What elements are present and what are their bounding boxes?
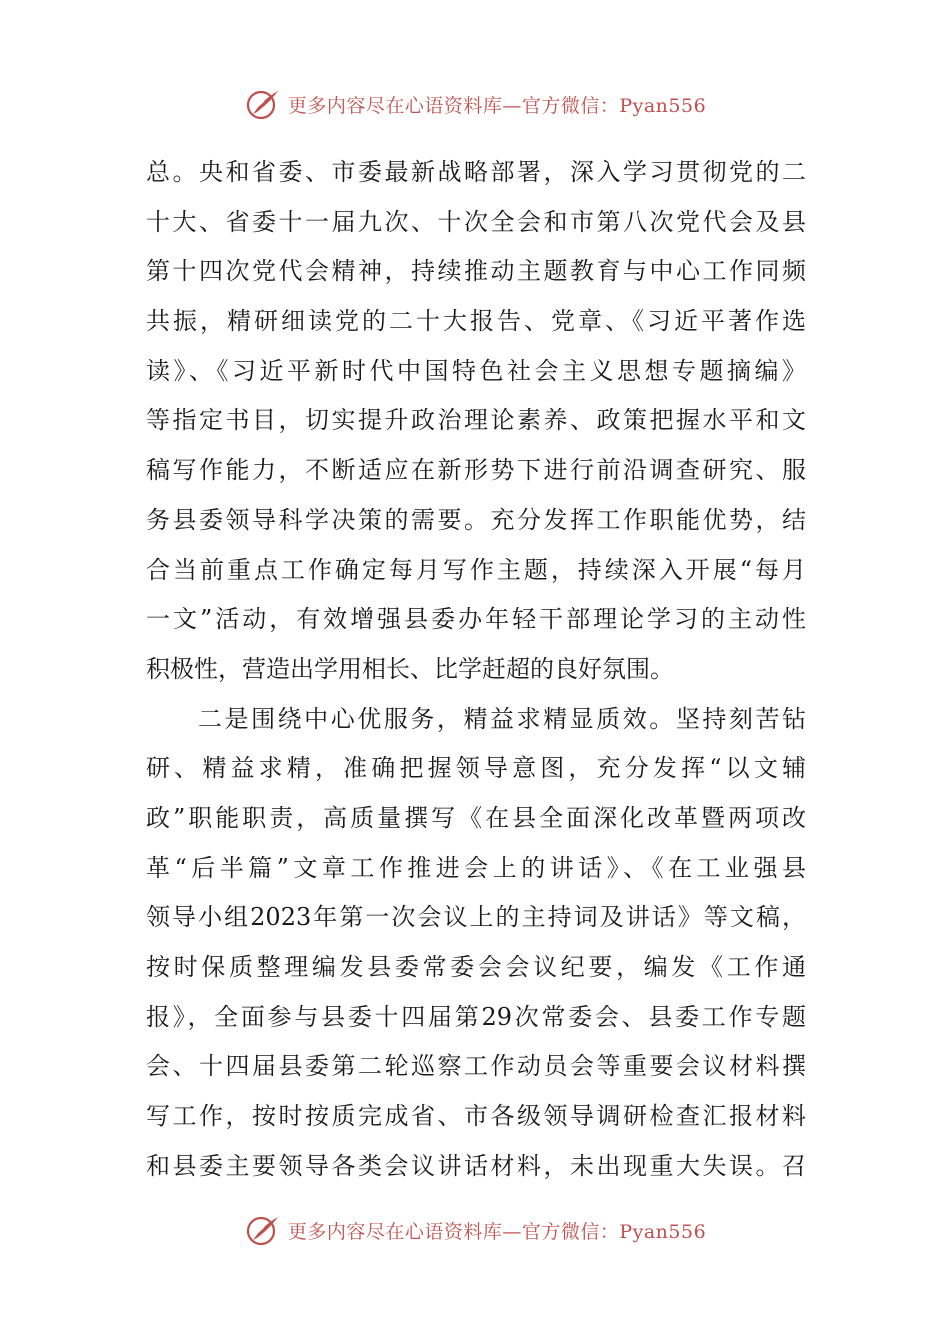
quill-logo-icon [244,1213,282,1247]
footer-watermark [0,1210,950,1250]
text-line: 十大、省委十一届九次、十次全会和市第八次党代会及县 [146,207,806,236]
text-line: 第十四次党代会精神，持续推动主题教育与中心工作同频 [146,257,806,286]
document-body [146,148,806,1191]
text-line: 共振，精研细读党的二十大报告、党章、《习近平著作选 [146,307,806,336]
text-line: 稿写作能力，不断适应在新形势下进行前沿调查研究、服 [146,456,806,485]
text-line: 一文”活动，有效增强县委办年轻干部理论学习的主动性 [146,605,806,634]
quill-logo-icon [244,87,282,121]
text-line: 领导小组2023年第一次会议上的主持词及讲话》等文稿， [146,903,806,932]
watermark-text: 更多内容尽在心语资料库—官方微信：Pyan556 [287,1220,707,1243]
text-line: 按时保质整理编发县委常委会会议纪要，编发《工作通 [146,953,806,981]
watermark-text: 更多内容尽在心语资料库—官方微信：Pyan556 [287,94,707,117]
text-line: 读》、《习近平新时代中国特色社会主义思想专题摘编》 [146,356,806,385]
text-line: 会、十四届县委第二轮巡察工作动员会等重要会议材料撰 [146,1052,806,1081]
text-line: 写工作，按时按质完成省、市各级领导调研检查汇报材料 [146,1102,806,1131]
text-line: 报》，全面参与县委十四届第29次常委会、县委工作专题 [146,1002,806,1031]
text-line: 政”职能职责，高质量撰写《在县全面深化改革暨两项改 [146,803,806,832]
text-line: 研、精益求精，准确把握领导意图，充分发挥“以文辅 [146,754,806,783]
text-line: 合当前重点工作确定每月写作主题，持续深入开展“每月 [146,555,806,584]
text-line: 二是围绕中心优服务，精益求精显质效。坚持刻苦钻 [198,704,806,733]
text-line: 积极性，营造出学用相长、比学赶超的良好氛围。 [146,654,674,683]
text-line: 务县委领导科学决策的需要。充分发挥工作职能优势，结 [146,505,806,534]
text-line: 革“后半篇”文章工作推进会上的讲话》、《在工业强县 [146,853,806,882]
header-watermark [0,84,950,124]
text-line: 等指定书目，切实提升政治理论素养、政策把握水平和文 [146,406,806,435]
text-line: 和县委主要领导各类会议讲话材料，未出现重大失误。召 [146,1151,806,1180]
text-line: 总。央和省委、市委最新战略部署，深入学习贯彻党的二 [146,158,806,186]
